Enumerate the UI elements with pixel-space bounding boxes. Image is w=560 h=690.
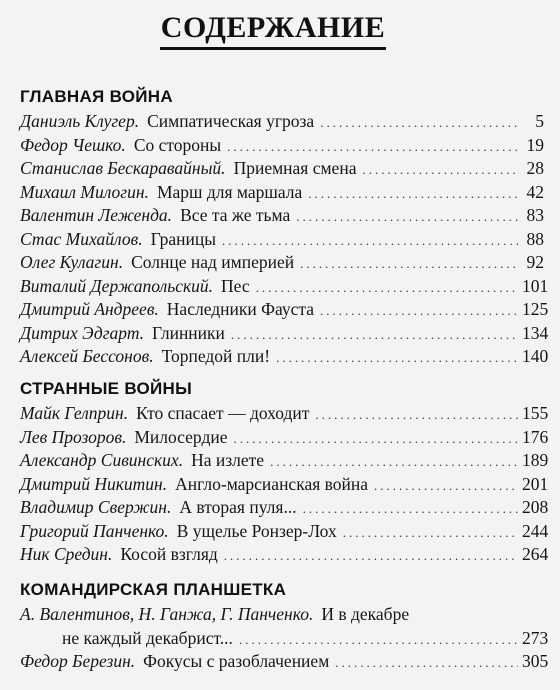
toc-entry[interactable] bbox=[20, 402, 549, 426]
entry-title: Все та же тьма bbox=[180, 205, 291, 225]
entry-page-number: 189 bbox=[522, 450, 549, 470]
toc-entry[interactable] bbox=[20, 543, 549, 567]
toc-entry[interactable] bbox=[20, 110, 544, 134]
toc-entry[interactable] bbox=[20, 650, 549, 674]
entry-page-number: 42 bbox=[526, 181, 544, 202]
entry-title: А вторая пуля... bbox=[179, 497, 297, 517]
toc-entry[interactable] bbox=[20, 520, 549, 544]
entry-author: Лев Прозоров. bbox=[20, 426, 127, 447]
entry-author: Олег Кулагин. bbox=[20, 252, 124, 272]
entry-title: Косой взгляд bbox=[120, 544, 218, 564]
dot-leader bbox=[343, 521, 518, 545]
entry-author: Дитрих Эдгарт. bbox=[20, 322, 145, 343]
entry-page-number: 201 bbox=[522, 473, 549, 494]
toc-entry[interactable] bbox=[20, 345, 549, 369]
dot-leader bbox=[300, 252, 518, 276]
dot-leader bbox=[362, 158, 518, 182]
entry-author: Даниэль Клугер. bbox=[20, 111, 140, 131]
dot-leader bbox=[276, 346, 518, 370]
entry-page-number: 140 bbox=[522, 346, 549, 366]
entry-title: Солнце над империей bbox=[131, 252, 295, 272]
entry-title: Милосердие bbox=[134, 426, 228, 447]
toc-entry[interactable] bbox=[20, 181, 544, 205]
entry-author: Владимир Свержин. bbox=[20, 497, 172, 517]
entry-title: Со стороны bbox=[133, 134, 222, 155]
entry-page-number: 125 bbox=[522, 299, 549, 319]
section-heading: КОМАНДИРСКАЯ ПЛАНШЕТКА bbox=[20, 580, 287, 599]
toc-entry[interactable] bbox=[20, 251, 544, 275]
entry-author: Дмитрий Андреев. bbox=[20, 299, 159, 319]
entry-page-number: 88 bbox=[526, 228, 544, 249]
dot-leader bbox=[224, 544, 518, 568]
dot-leader bbox=[231, 323, 518, 347]
entry-page-number: 305 bbox=[522, 651, 549, 671]
entry-author: Федор Чешко. bbox=[20, 134, 126, 155]
entry-title: В ущелье Ронзер-Лох bbox=[176, 520, 337, 541]
entry-author: Федор Березин. bbox=[20, 651, 136, 671]
dot-leader bbox=[315, 403, 518, 427]
dot-leader bbox=[320, 111, 518, 135]
toc-entry[interactable] bbox=[20, 204, 544, 228]
entry-title: Глинники bbox=[152, 322, 225, 343]
entry-author: Станислав Бескаравайный. bbox=[20, 158, 226, 178]
entry-page-number: 83 bbox=[526, 205, 544, 225]
entry-title: Торпедой пли! bbox=[161, 346, 271, 366]
entry-page-number: 28 bbox=[526, 158, 544, 178]
dot-leader bbox=[303, 497, 518, 521]
toc-entry[interactable] bbox=[20, 449, 549, 473]
entry-author: Михаил Милогин. bbox=[20, 181, 149, 202]
dot-leader bbox=[296, 205, 518, 229]
entry-author: Валентин Леженда. bbox=[20, 205, 173, 225]
toc-entry[interactable] bbox=[20, 322, 549, 346]
dot-leader bbox=[270, 450, 518, 474]
entry-title: Приемная смена bbox=[233, 158, 357, 178]
toc-entry[interactable] bbox=[20, 496, 549, 520]
dot-leader bbox=[222, 229, 518, 253]
entry-title: Марш для маршала bbox=[156, 181, 303, 202]
toc-entry[interactable] bbox=[20, 134, 544, 158]
dot-leader bbox=[320, 299, 518, 323]
entry-page-number: 134 bbox=[522, 322, 549, 343]
entry-author: Александр Сивинских. bbox=[20, 450, 184, 470]
entry-page-number: 101 bbox=[522, 275, 549, 296]
entry-page-number: 92 bbox=[526, 252, 544, 272]
entry-page-number: 273 bbox=[522, 627, 549, 648]
section-main-war bbox=[20, 84, 549, 369]
page-title: СОДЕРЖАНИЕ bbox=[160, 11, 386, 44]
dot-leader bbox=[233, 427, 518, 451]
entry-author: Дмитрий Никитин. bbox=[20, 473, 168, 494]
dot-leader bbox=[335, 651, 518, 675]
toc-entry[interactable] bbox=[20, 275, 549, 299]
entry-page-number: 244 bbox=[522, 520, 549, 541]
entry-page-number: 176 bbox=[522, 426, 549, 447]
entry-title-continuation: не каждый декабрист... bbox=[62, 627, 233, 648]
entry-author: Ник Средин. bbox=[20, 544, 113, 564]
entry-title: Кто спасает — доходит bbox=[136, 403, 310, 423]
toc-entry[interactable] bbox=[20, 473, 549, 497]
entry-title: Наследники Фауста bbox=[166, 299, 314, 319]
entry-author: Григорий Панченко. bbox=[20, 520, 169, 541]
entry-page-number: 264 bbox=[522, 544, 549, 564]
entry-page-number: 155 bbox=[522, 403, 549, 423]
entry-page-number: 5 bbox=[535, 111, 544, 131]
entry-title: Англо-марсианская война bbox=[175, 473, 369, 494]
contents-title-block bbox=[160, 10, 386, 50]
entry-page-number: 19 bbox=[526, 134, 544, 155]
toc-entry-continuation[interactable] bbox=[20, 627, 549, 651]
dot-leader bbox=[374, 474, 518, 498]
dot-leader bbox=[256, 276, 518, 300]
toc-entry[interactable] bbox=[20, 298, 549, 322]
section-heading: СТРАННЫЕ ВОЙНЫ bbox=[20, 379, 193, 398]
entry-title: Пес bbox=[221, 275, 250, 296]
section-commanders-tablet bbox=[20, 577, 549, 674]
toc-entry[interactable] bbox=[20, 228, 544, 252]
section-heading: ГЛАВНАЯ ВОЙНА bbox=[20, 87, 173, 106]
entry-author: А. Валентинов, Н. Ганжа, Г. Панченко. bbox=[20, 604, 314, 624]
entry-title: Фокусы с разоблачением bbox=[143, 651, 330, 671]
toc-entry[interactable] bbox=[20, 426, 549, 450]
entry-title: Симпатическая угроза bbox=[147, 111, 315, 131]
entry-title: И в декабре bbox=[321, 604, 410, 624]
entry-title: Границы bbox=[150, 228, 216, 249]
title-underline bbox=[160, 47, 386, 50]
dot-leader bbox=[308, 182, 518, 206]
entry-title: На излете bbox=[191, 450, 265, 470]
entry-author: Стас Михайлов. bbox=[20, 228, 143, 249]
entry-page-number: 208 bbox=[522, 497, 549, 517]
entry-author: Алексей Бессонов. bbox=[20, 346, 154, 366]
dot-leader bbox=[239, 628, 518, 652]
dot-leader bbox=[227, 135, 518, 159]
section-strange-wars bbox=[20, 376, 549, 567]
toc-entry[interactable] bbox=[20, 603, 544, 627]
entry-author: Майк Гелприн. bbox=[20, 403, 129, 423]
entry-author: Виталий Держапольский. bbox=[20, 275, 214, 296]
toc-entry[interactable] bbox=[20, 157, 544, 181]
